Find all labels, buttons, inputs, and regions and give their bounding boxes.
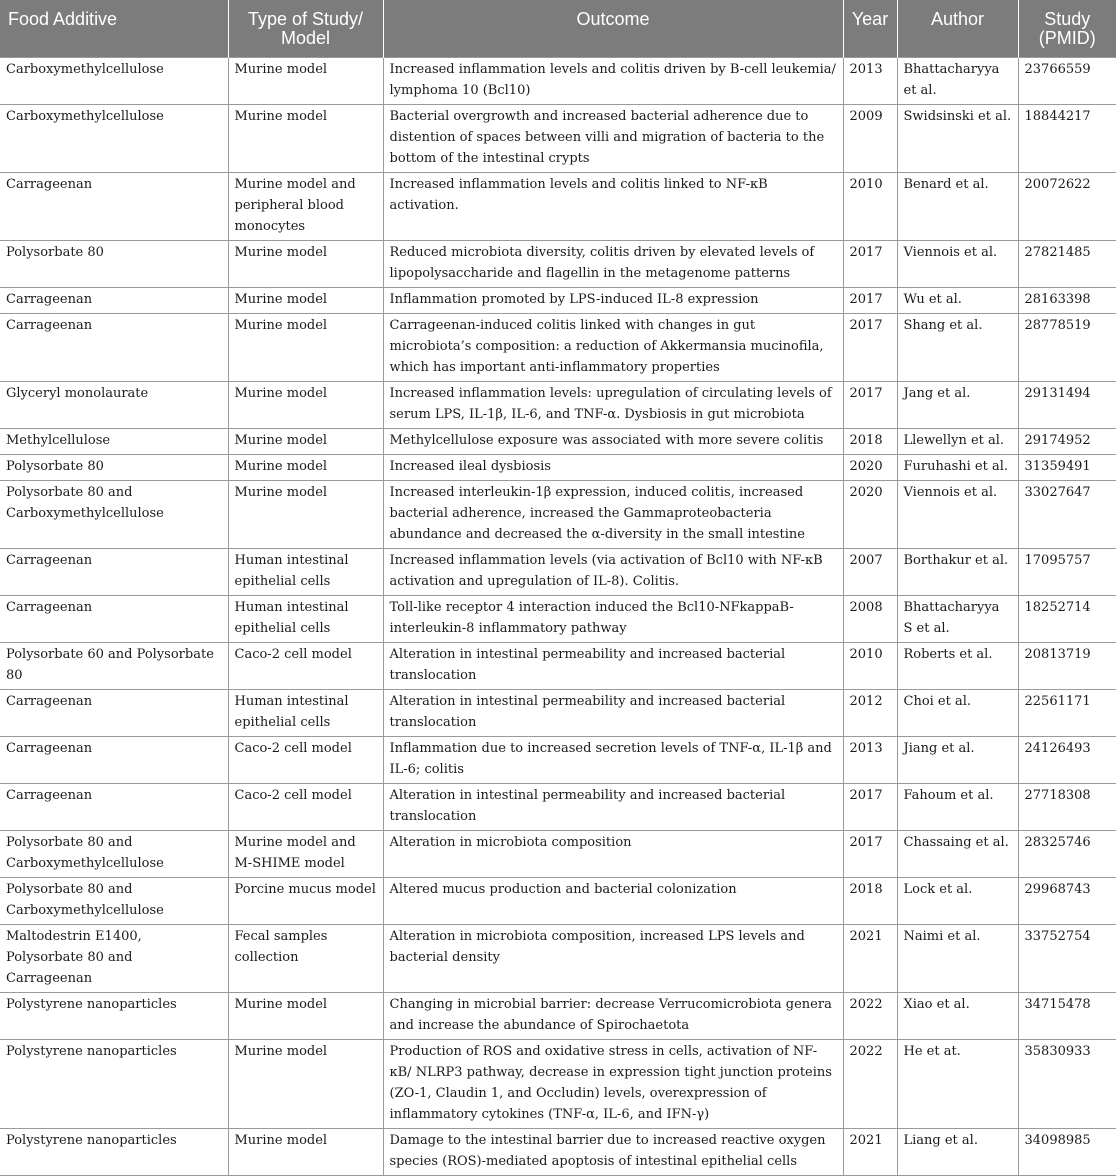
pmid-cell: 17095757	[1018, 549, 1116, 596]
pmid-cell: 29174952	[1018, 429, 1116, 455]
outcome-cell: Altered mucus production and bacterial colonization	[383, 878, 843, 925]
year-cell: 2017	[843, 831, 897, 878]
pmid-cell: 28778519	[1018, 314, 1116, 382]
author-cell: Naimi et al.	[897, 925, 1018, 993]
author-cell: Viennois et al.	[897, 481, 1018, 549]
pmid-cell: 24126493	[1018, 737, 1116, 784]
study-model-cell: Human intestinal epithelial cells	[228, 549, 383, 596]
table-row	[0, 1040, 1116, 1129]
author-cell: Chassaing et al.	[897, 831, 1018, 878]
table-row	[0, 784, 1116, 831]
table-row	[0, 549, 1116, 596]
table-row	[0, 831, 1116, 878]
author-cell: Lock et al.	[897, 878, 1018, 925]
author-cell: Wu et al.	[897, 288, 1018, 314]
outcome-cell: Methylcellulose exposure was associated with more severe colitis	[383, 429, 843, 455]
author-cell: Bhattacharyya et al.	[897, 58, 1018, 105]
study-model-cell: Murine model	[228, 1040, 383, 1129]
table-header	[0, 0, 1116, 58]
table-row	[0, 314, 1116, 382]
outcome-cell: Increased inflammation levels (via activation of Bcl10 with NF-κB activation and upregulation of IL-8). Colitis.	[383, 549, 843, 596]
study-model-cell: Caco-2 cell model	[228, 737, 383, 784]
outcome-cell: Alteration in intestinal permeability and increased bacterial translocation	[383, 784, 843, 831]
outcome-cell: Bacterial overgrowth and increased bacterial adherence due to distention of spaces between villi and migration of bacteria to the bottom of the intestinal crypts	[383, 105, 843, 173]
outcome-cell: Alteration in intestinal permeability and increased bacterial translocation	[383, 690, 843, 737]
table-body	[0, 58, 1116, 1176]
header-type-of-study: Type of Study/ Model	[228, 0, 383, 58]
year-cell: 2008	[843, 596, 897, 643]
food-additive-cell: Polysorbate 80 and Carboxymethylcellulose	[0, 831, 228, 878]
study-model-cell: Murine model	[228, 1129, 383, 1176]
year-cell: 2017	[843, 784, 897, 831]
table-row	[0, 173, 1116, 241]
pmid-cell: 22561171	[1018, 690, 1116, 737]
year-cell: 2018	[843, 878, 897, 925]
study-model-cell: Murine model	[228, 105, 383, 173]
year-cell: 2017	[843, 288, 897, 314]
year-cell: 2009	[843, 105, 897, 173]
author-cell: Bhattacharyya S et al.	[897, 596, 1018, 643]
header-study-pmid: Study (PMID)	[1018, 0, 1116, 58]
study-model-cell: Murine model	[228, 382, 383, 429]
author-cell: Liang et al.	[897, 1129, 1018, 1176]
outcome-cell: Increased interleukin-1β expression, induced colitis, increased bacterial adherence, increased the Gammaproteobacteria abundance and decreased the α-diversity in the small intestine	[383, 481, 843, 549]
table-row	[0, 878, 1116, 925]
study-model-cell: Murine model	[228, 58, 383, 105]
food-additive-cell: Carrageenan	[0, 596, 228, 643]
author-cell: Roberts et al.	[897, 643, 1018, 690]
food-additive-cell: Polysorbate 60 and Polysorbate 80	[0, 643, 228, 690]
table-row	[0, 690, 1116, 737]
table-row	[0, 241, 1116, 288]
author-cell: Viennois et al.	[897, 241, 1018, 288]
table-row	[0, 105, 1116, 173]
study-model-cell: Porcine mucus model	[228, 878, 383, 925]
table-row	[0, 382, 1116, 429]
year-cell: 2012	[843, 690, 897, 737]
outcome-cell: Production of ROS and oxidative stress in cells, activation of NF-κB/ NLRP3 pathway, decrease in expression tight junction proteins (ZO-1, Claudin 1, and Occludin) levels, overexpression of inflammatory cytokines (TNF-α, IL-6, and IFN-γ)	[383, 1040, 843, 1129]
food-additive-cell: Glyceryl monolaurate	[0, 382, 228, 429]
year-cell: 2018	[843, 429, 897, 455]
food-additive-cell: Polysorbate 80	[0, 241, 228, 288]
food-additive-cell: Carrageenan	[0, 288, 228, 314]
author-cell: Fahoum et al.	[897, 784, 1018, 831]
food-additive-cell: Carrageenan	[0, 690, 228, 737]
pmid-cell: 33027647	[1018, 481, 1116, 549]
study-model-cell: Murine model	[228, 481, 383, 549]
year-cell: 2021	[843, 925, 897, 993]
year-cell: 2017	[843, 241, 897, 288]
pmid-cell: 34715478	[1018, 993, 1116, 1040]
study-model-cell: Caco-2 cell model	[228, 643, 383, 690]
food-additive-cell: Carrageenan	[0, 314, 228, 382]
outcome-cell: Increased inflammation levels: upregulation of circulating levels of serum LPS, IL-1β, IL-6, and TNF-α. Dysbiosis in gut microbiota	[383, 382, 843, 429]
study-model-cell: Murine model and M-SHIME model	[228, 831, 383, 878]
author-cell: Jang et al.	[897, 382, 1018, 429]
header-food-additive: Food Additive	[0, 0, 228, 58]
table-row	[0, 288, 1116, 314]
study-model-cell: Murine model	[228, 241, 383, 288]
year-cell: 2020	[843, 481, 897, 549]
pmid-cell: 33752754	[1018, 925, 1116, 993]
pmid-cell: 23766559	[1018, 58, 1116, 105]
header-year: Year	[843, 0, 897, 58]
table-row	[0, 481, 1116, 549]
table-row	[0, 429, 1116, 455]
pmid-cell: 29968743	[1018, 878, 1116, 925]
table-row	[0, 993, 1116, 1040]
food-additive-cell: Polysorbate 80 and Carboxymethylcellulose	[0, 878, 228, 925]
study-model-cell: Murine model	[228, 314, 383, 382]
study-model-cell: Murine model	[228, 288, 383, 314]
pmid-cell: 20072622	[1018, 173, 1116, 241]
study-model-cell: Murine model	[228, 455, 383, 481]
table-row	[0, 737, 1116, 784]
outcome-cell: Inflammation due to increased secretion levels of TNF-α, IL-1β and IL-6; colitis	[383, 737, 843, 784]
food-additive-cell: Polystyrene nanoparticles	[0, 1129, 228, 1176]
header-author: Author	[897, 0, 1018, 58]
outcome-cell: Carrageenan-induced colitis linked with changes in gut microbiota’s composition: a reduction of Akkermansia mucinofila, which has important anti-inflammatory properties	[383, 314, 843, 382]
study-model-cell: Human intestinal epithelial cells	[228, 596, 383, 643]
outcome-cell: Increased inflammation levels and colitis linked to NF-κB activation.	[383, 173, 843, 241]
pmid-cell: 20813719	[1018, 643, 1116, 690]
author-cell: Benard et al.	[897, 173, 1018, 241]
pmid-cell: 27718308	[1018, 784, 1116, 831]
pmid-cell: 18252714	[1018, 596, 1116, 643]
year-cell: 2017	[843, 382, 897, 429]
food-additive-cell: Carrageenan	[0, 549, 228, 596]
food-additive-cell: Carboxymethylcellulose	[0, 58, 228, 105]
year-cell: 2010	[843, 643, 897, 690]
pmid-cell: 31359491	[1018, 455, 1116, 481]
food-additive-cell: Polysorbate 80 and Carboxymethylcellulose	[0, 481, 228, 549]
food-additive-cell: Polysorbate 80	[0, 455, 228, 481]
study-model-cell: Murine model	[228, 429, 383, 455]
header-row	[0, 0, 1116, 58]
study-model-cell: Fecal samples collection	[228, 925, 383, 993]
study-model-cell: Murine model and peripheral blood monocytes	[228, 173, 383, 241]
food-additive-cell: Carboxymethylcellulose	[0, 105, 228, 173]
author-cell: Choi et al.	[897, 690, 1018, 737]
author-cell: Llewellyn et al.	[897, 429, 1018, 455]
pmid-cell: 18844217	[1018, 105, 1116, 173]
table-row	[0, 596, 1116, 643]
food-additive-cell: Methylcellulose	[0, 429, 228, 455]
outcome-cell: Increased inflammation levels and colitis driven by B-cell leukemia/ lymphoma 10 (Bcl10)	[383, 58, 843, 105]
food-additive-cell: Polystyrene nanoparticles	[0, 1040, 228, 1129]
pmid-cell: 29131494	[1018, 382, 1116, 429]
food-additive-cell: Carrageenan	[0, 173, 228, 241]
food-additive-cell: Maltodestrin E1400, Polysorbate 80 and Carrageenan	[0, 925, 228, 993]
study-model-cell: Human intestinal epithelial cells	[228, 690, 383, 737]
outcome-cell: Alteration in intestinal permeability and increased bacterial translocation	[383, 643, 843, 690]
author-cell: Jiang et al.	[897, 737, 1018, 784]
author-cell: Swidsinski et al.	[897, 105, 1018, 173]
outcome-cell: Changing in microbial barrier: decrease Verrucomicrobiota genera and increase the abundance of Spirochaetota	[383, 993, 843, 1040]
outcome-cell: Increased ileal dysbiosis	[383, 455, 843, 481]
year-cell: 2020	[843, 455, 897, 481]
year-cell: 2013	[843, 58, 897, 105]
food-additive-cell: Polystyrene nanoparticles	[0, 993, 228, 1040]
outcome-cell: Reduced microbiota diversity, colitis driven by elevated levels of lipopolysaccharide and flagellin in the metagenome patterns	[383, 241, 843, 288]
year-cell: 2022	[843, 993, 897, 1040]
table-row	[0, 1129, 1116, 1176]
header-outcome: Outcome	[383, 0, 843, 58]
outcome-cell: Toll-like receptor 4 interaction induced the Bcl10-NFkappaB-interleukin-8 inflammatory pathway	[383, 596, 843, 643]
outcome-cell: Inflammation promoted by LPS-induced IL-8 expression	[383, 288, 843, 314]
author-cell: Shang et al.	[897, 314, 1018, 382]
pmid-cell: 35830933	[1018, 1040, 1116, 1129]
table-row	[0, 925, 1116, 993]
pmid-cell: 27821485	[1018, 241, 1116, 288]
year-cell: 2007	[843, 549, 897, 596]
outcome-cell: Alteration in microbiota composition	[383, 831, 843, 878]
table-row	[0, 58, 1116, 105]
year-cell: 2010	[843, 173, 897, 241]
year-cell: 2017	[843, 314, 897, 382]
food-additive-cell: Carrageenan	[0, 784, 228, 831]
author-cell: Xiao et al.	[897, 993, 1018, 1040]
pmid-cell: 28325746	[1018, 831, 1116, 878]
study-model-cell: Murine model	[228, 993, 383, 1040]
table-row	[0, 455, 1116, 481]
pmid-cell: 34098985	[1018, 1129, 1116, 1176]
year-cell: 2022	[843, 1040, 897, 1129]
table-row	[0, 643, 1116, 690]
year-cell: 2021	[843, 1129, 897, 1176]
study-model-cell: Caco-2 cell model	[228, 784, 383, 831]
year-cell: 2013	[843, 737, 897, 784]
author-cell: Borthakur et al.	[897, 549, 1018, 596]
outcome-cell: Alteration in microbiota composition, increased LPS levels and bacterial density	[383, 925, 843, 993]
pmid-cell: 28163398	[1018, 288, 1116, 314]
outcome-cell: Damage to the intestinal barrier due to increased reactive oxygen species (ROS)-mediated apoptosis of intestinal epithelial cells	[383, 1129, 843, 1176]
author-cell: He et at.	[897, 1040, 1018, 1129]
food-additive-cell: Carrageenan	[0, 737, 228, 784]
author-cell: Furuhashi et al.	[897, 455, 1018, 481]
